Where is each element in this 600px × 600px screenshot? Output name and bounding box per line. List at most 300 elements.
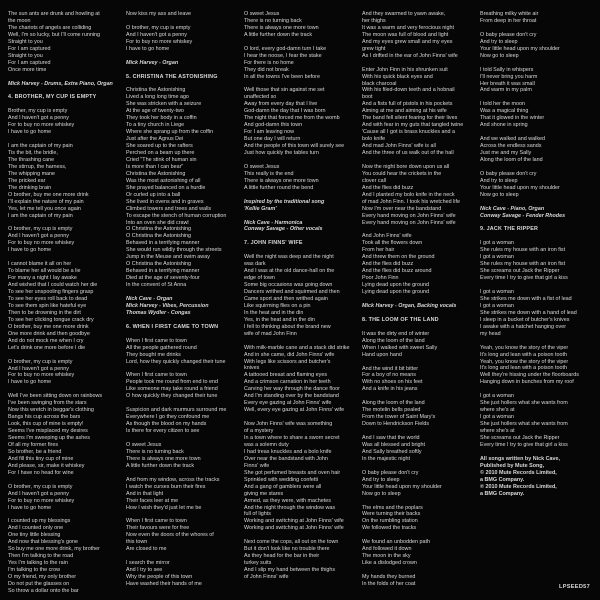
lyric-line: O Christina the Astonishing	[126, 233, 192, 240]
stanza-break	[362, 157, 476, 164]
lyric-line: Died at the age of seventy-four	[126, 275, 200, 282]
lyric-line: And a crimson carnation in her teeth	[244, 379, 331, 386]
lyric-line: She strikes me down with a fist of lead	[480, 295, 572, 302]
stanza-break	[244, 233, 358, 240]
lyric-line: Along the loom of the land	[362, 337, 425, 344]
lyric-line: There is always one more town	[244, 177, 319, 184]
lyric-line: You could hear the crickets in the	[362, 170, 442, 177]
lyric-line: Carving her way through the dance floor	[244, 386, 340, 393]
stanza-break	[362, 359, 476, 366]
lyric-line: Now this wretch in beggar's clothing	[8, 407, 94, 414]
lyric-line: For there is no home	[244, 59, 294, 66]
lyric-line: Suspicion and dark murmurs surround me	[126, 407, 227, 414]
lyric-line: And I saw that the world	[362, 435, 420, 441]
lyric-line: The motelin bells pealed	[362, 407, 421, 414]
stanza-break	[244, 39, 358, 46]
lyric-line: Climbed towers and trees and walls	[126, 205, 212, 212]
musician-credit: Nick Cave - Piano, Organ	[480, 205, 545, 212]
lyric-line: To see her clicking tongue crack dry	[8, 316, 94, 323]
lyric-line: I got a woman	[480, 393, 514, 400]
lyric-line: And a gang of gamblers were all	[244, 483, 322, 490]
lyric-line: So throw a dollar onto the bar	[8, 587, 79, 594]
lyric-line: As I drifted in the ear of John Finns' wife	[362, 52, 458, 59]
lyric-line: O sweet Jesus	[244, 163, 280, 170]
lyric-line: A little further down the track	[244, 31, 313, 38]
lyric-line: With his filed-down teeth and a hobnail	[362, 87, 455, 94]
lyric-line: For I have no head for wine	[8, 469, 74, 476]
stanza-break	[244, 157, 358, 164]
stanza-break	[126, 317, 240, 324]
lyric-line: Into an oven she did crawl	[126, 219, 189, 226]
lyric-line: She screams out Jack the Ripper	[480, 434, 560, 441]
lyric-line: There is always one more town	[126, 455, 201, 462]
lyric-line: Every hand moving on John Finns' wife	[362, 212, 456, 219]
lyric-line: In the majestic night	[362, 455, 410, 462]
lyric-line: I watch the curses burn their fires	[126, 483, 206, 490]
stanza-break	[362, 567, 476, 574]
lyric-line: And I counted only one	[8, 525, 64, 532]
stanza-break	[126, 511, 240, 518]
lyric-line: On the rumbling station	[362, 518, 418, 525]
lyric-line: She strikes me down with a hand of lead	[480, 309, 577, 316]
lyric-line: Where she sprang up from the coffin	[126, 129, 214, 136]
lyric-line: I got a woman	[480, 414, 514, 421]
lyric-line: And god-damn this town	[244, 122, 303, 129]
lyric-line: Yeah, you know the story of the viper	[480, 358, 569, 365]
lyric-line: Was all blessed and bright	[362, 441, 426, 448]
lyric-line: At the age of twenty-two	[126, 108, 184, 115]
lyric-line: Their faces leer at me	[126, 497, 179, 504]
lyric-line: She was stricken with a seizure	[126, 101, 202, 108]
lyric-line: Perched on a beam up there	[126, 150, 195, 156]
lyric-line: Like a dislodged crown	[362, 560, 417, 567]
lyric-line: From her hair	[362, 247, 395, 254]
lyric-line: Straight to you	[8, 38, 43, 45]
lyric-line: Then I'm talking to the road	[8, 553, 74, 560]
lyric-line: To escape the stench of human corruption	[126, 212, 227, 219]
lyric-line: I am the captain of my pain	[8, 212, 73, 219]
lyric-line: O how quickly they changed their tune	[126, 393, 218, 400]
lyric-line: All the people gathered round	[126, 344, 197, 351]
lyric-line: For to buy no more whiskey	[8, 497, 75, 504]
lyric-line: bolo knife	[362, 136, 386, 143]
lyric-line: With his quick black eyes and	[362, 73, 433, 80]
lyric-line: Straight to you	[8, 52, 43, 59]
lyric-line: How I wish they'd just let me be	[126, 504, 202, 511]
lyric-line: For many a night I lay awake	[8, 275, 77, 282]
lyric-line: And in that light	[126, 490, 164, 497]
stanza-break	[362, 463, 476, 470]
lyric-line: We found an unbodden path	[362, 539, 430, 546]
lyric-line: The pricked ear	[8, 177, 46, 184]
stanza-break	[126, 289, 240, 296]
lyric-line: Is more than I can bear"	[126, 163, 184, 170]
lyric-line: As they head for the bar in their	[244, 553, 320, 560]
stanza-break	[244, 338, 358, 345]
lyric-line: And threw them on the ground	[362, 254, 435, 261]
lyric-line: O baby please don't cry	[480, 31, 537, 38]
lyric-line: Just after the Agnus Dei	[126, 136, 184, 143]
lyric-line: The stirrup, the harness,	[8, 163, 67, 170]
stanza-break	[126, 366, 240, 373]
lyric-line: That it glowed in the winter	[480, 115, 545, 122]
lyric-line: Is there for every citizen to see	[126, 428, 200, 435]
copyright-line: a BMG Company.	[480, 476, 525, 483]
lyric-line: As though the blood on my hands	[126, 421, 207, 428]
lyric-line: Came sport and then writhed again	[244, 295, 328, 302]
lyric-line: Just how quickly the tables turn	[244, 150, 319, 157]
lyric-line: I have to go home	[8, 129, 52, 136]
lyric-line: And the night through the window was	[244, 504, 336, 511]
lyric-line: And I haven't got a penny	[126, 31, 187, 38]
stanza-break	[480, 94, 594, 101]
lyric-line: To see them spin like hateful eye	[8, 302, 87, 309]
lyric-line: And warm in my palm	[480, 87, 532, 94]
lyric-line: For to buy no more whiskey	[8, 122, 75, 129]
copyright-line: ℗ 2010 Mute Records Limited,	[480, 483, 557, 490]
lyric-line: O Christina the Astonishing	[126, 226, 192, 233]
lyric-line: The sun ants are drunk and howling at	[8, 11, 100, 17]
lyric-line: The drinking brain	[8, 184, 52, 191]
stanza-break	[480, 282, 594, 289]
musician-credit: Nick Cave - Harmonica	[244, 219, 303, 226]
lyric-line: Every hand moving on John Finns' wife	[362, 219, 456, 226]
lyric-line: My hands they burned	[362, 574, 416, 580]
lyric-line: The elms and the poplars	[362, 504, 423, 511]
lyric-line: clover call	[362, 177, 386, 184]
lyric-line: Well, every eye gazing at John Finns' wife	[244, 407, 345, 414]
lyric-line: One tiny little blessing	[8, 532, 61, 539]
stanza-break	[362, 324, 476, 331]
stanza-break	[8, 511, 122, 518]
lyric-line: With milk-marble cane and a stack did strike	[244, 344, 350, 351]
lyric-line: With legs like scissors and butcher's	[244, 358, 331, 365]
lyric-line: Your little head upon my shoulder	[480, 184, 560, 191]
lyric-line: I cannot blame it all on her	[8, 261, 72, 268]
copyright-line: All songs written by Nick Cave,	[480, 455, 560, 462]
lyric-line: I told Sally in whispers	[480, 66, 534, 73]
lyric-line: Were turning their backs	[362, 511, 421, 518]
lyric-line: O brother, buy me one more drink	[8, 323, 89, 330]
lyric-line: For to buy no more whiskey	[8, 240, 75, 247]
lyric-line: And John Finns' wife	[362, 233, 412, 240]
lyric-line: She prayed balanced on a hurdle	[126, 184, 206, 191]
stanza-break	[480, 199, 594, 206]
lyric-line: I am the captain of my pain	[8, 143, 73, 150]
lyrics-column-5	[480, 11, 594, 600]
song-title: 7. JOHN FINNS' WIFE	[244, 240, 303, 247]
lyric-line: And I haven't got a penny	[8, 115, 69, 122]
lyric-line: The moon in the sky	[362, 553, 411, 560]
stanza-break	[126, 67, 240, 74]
lyric-line: To see her unspooling fingers grasp	[8, 289, 94, 296]
lyric-line: The whipping mane	[8, 170, 56, 177]
lyric-line: There is no turning back	[126, 448, 184, 455]
lyrics-column-3	[244, 11, 358, 600]
stanza-break	[126, 53, 240, 60]
lyric-line: And shone in spring	[480, 122, 528, 129]
lyric-line: She screams out Jack the Ripper	[480, 268, 560, 275]
lyric-line: I search the mirror	[126, 560, 170, 567]
lyric-line: Lying dead upon the ground	[362, 282, 429, 289]
lyric-line: When I walked with sweet Sally	[362, 344, 438, 351]
lyric-line: The band fell silent fearing for their lives	[362, 115, 458, 122]
lyric-line: There is no turning back	[244, 17, 302, 24]
lyric-line: Lord, how they quickly changed their tune	[126, 358, 226, 365]
lyric-line: And the people of this town will surely see	[244, 143, 345, 150]
lyric-line: Jump in the Meuse and swim away	[126, 254, 210, 261]
stanza-break	[480, 129, 594, 136]
lyric-line: O baby please don't cry	[480, 170, 537, 177]
musician-credit: Inspired by the traditional song	[244, 198, 325, 205]
lyric-line: She just hollers what she wants from	[480, 400, 568, 407]
lyric-line: Bangs his cup across the bars	[8, 414, 81, 421]
lyric-line: Aiming at me and aiming at his wife	[362, 108, 447, 115]
lyric-line: Your little head upon my shoulder	[480, 45, 560, 52]
lyric-line: It was the dirty end of winter	[362, 330, 430, 337]
lyric-line: And mad John Finns' wife is all	[362, 143, 436, 150]
lyric-line: She soared up to the rafters	[126, 143, 193, 150]
lyric-line: And a fists full of pistols in his pockets	[362, 101, 453, 108]
lyric-line: She would run wildly through the streets	[126, 247, 222, 254]
lyric-line: And I haven't got a penny	[8, 365, 69, 372]
lyric-line: From the tower of Saint Mary's	[362, 414, 436, 421]
lyric-line: Lying dead upon the ground	[362, 289, 429, 296]
lyric-line: I sleep in a bucket of butcher's knives	[480, 316, 570, 323]
lyric-line: I told her the moon	[480, 101, 525, 108]
copyright-line: © 2010 Mute Records Limited,	[480, 469, 557, 476]
stanza-break	[362, 296, 476, 303]
musician-credit: Mick Harvey - Drums, Extra Piano, Organ	[8, 80, 113, 87]
stanza-break	[244, 213, 358, 220]
lyric-line: Over near the bandstand with John	[244, 455, 328, 462]
lyric-line: But one day I will return	[244, 136, 301, 143]
lyric-line: One more drink and then goodbye	[8, 330, 90, 337]
lyric-line: Now the night bore down upon us all	[362, 163, 450, 170]
lyric-line: Now John Finns' wife was something	[244, 421, 333, 428]
lyric-line: where she's at	[480, 428, 515, 435]
lyric-line: And they swarmed to yawn awake,	[362, 11, 446, 17]
lyric-line: I'm talking to the crow	[8, 567, 60, 574]
stanza-break	[362, 310, 476, 317]
lyric-line: She rules my house with an iron fist	[480, 247, 566, 254]
song-title: 4. BROTHER, MY CUP IS EMPTY	[8, 94, 97, 101]
stanza-break	[126, 470, 240, 477]
lyric-line: Down to Hendrickson Fields	[362, 421, 430, 428]
lyric-line: We followed the tracks	[362, 525, 417, 532]
song-title: 9. JACK THE RIPPER	[480, 226, 539, 233]
lyric-line: For a boy of no means	[362, 372, 416, 379]
lyric-line: This really is the end	[244, 170, 294, 177]
lyric-line: Brother, my cup is empty	[8, 108, 68, 115]
lyric-line: unaffected so	[244, 94, 277, 101]
lyric-line: Like squirming flies on a pin	[244, 302, 311, 309]
lyric-line: The chariots of angels are colliding	[8, 24, 92, 31]
lyric-line: I got a woman	[480, 254, 514, 261]
musician-credit: Nick Cave - Organ	[126, 296, 173, 302]
lyric-line: In the folds of her coat	[362, 580, 416, 587]
lyric-line: knives	[244, 365, 260, 372]
lyric-line: Dancers writhed and squirmed and then	[244, 289, 340, 296]
lyric-line: Across the endless sands	[480, 143, 542, 150]
lyric-line: full of lights	[244, 511, 271, 518]
stanza-break	[480, 60, 594, 67]
stanza-break	[480, 449, 594, 456]
lyric-line: The thrashing cane	[8, 156, 55, 163]
lyric-line: Lived a long long time ago	[126, 94, 189, 101]
lyric-line: my head	[480, 330, 501, 337]
lyric-line: She lived in ovens and in graves	[126, 198, 204, 205]
lyric-line: It was a warm and very ferocious night	[362, 24, 454, 31]
lyric-line: Your little head upon my shoulder	[362, 483, 442, 490]
lyric-line: Seems I'm sweeping up the ashes	[8, 435, 90, 442]
stanza-break	[8, 87, 122, 94]
lyric-line: And I was at the old dance-hall on the	[244, 268, 335, 275]
stanza-break	[480, 233, 594, 240]
lyric-line: Just me and my Sally	[480, 150, 532, 156]
stanza-break	[8, 220, 122, 227]
lyric-line: Cried "The stink of human sin	[126, 156, 197, 163]
stanza-break	[8, 74, 122, 81]
lyric-line: Sprinkled with wedding confetti	[244, 476, 319, 483]
lyric-line: And please, sir, make it whiskey	[8, 462, 85, 469]
lyric-line: Yes, in the heat and in the din	[244, 316, 315, 323]
lyric-line: O Christina the Astonishing	[126, 261, 192, 268]
lyric-line: And try to sleep	[362, 476, 400, 483]
lyric-line: I hear the noose, I fear the stake	[244, 52, 322, 59]
lyric-line: Some big occasions was going down	[244, 282, 333, 289]
lyric-line: For to buy no more whiskey	[126, 38, 193, 45]
lyric-line: Well they're hissing under the floorboards	[480, 372, 579, 379]
lyric-line: Along the loom of the land	[480, 156, 543, 163]
lyric-line: Behaved in a terrifying manner	[126, 240, 200, 247]
lyric-line: And the three of us walk out of the hall	[362, 150, 454, 157]
lyric-line: I counted up my blessings	[8, 518, 71, 525]
lyric-line: And Sally breathed softly	[362, 448, 422, 455]
lyric-line: And in she came, did John Finns' wife	[244, 351, 335, 358]
stanza-break	[8, 386, 122, 393]
stanza-break	[126, 435, 240, 442]
lyric-line: turkey suits	[244, 560, 272, 567]
lyric-line: But it don't look like no trouble there	[244, 546, 330, 553]
lyric-line: And I try to see	[126, 567, 163, 574]
lyric-line: When I first came to town	[126, 372, 187, 379]
lyric-line: God-damn the day that I was born	[244, 108, 326, 115]
lyric-line: For I am leaving now	[244, 129, 295, 136]
stanza-break	[480, 386, 594, 393]
lyric-line: The moon was full of blood and light	[362, 31, 449, 38]
lyric-line: Working and switching at John Finns' wife	[244, 525, 344, 532]
lyric-line: I had treas knuckles and a bolo knife	[244, 448, 332, 455]
stanza-break	[126, 18, 240, 25]
lyric-line: They bought me drinks	[126, 351, 181, 358]
lyric-line: Like someone may take round a friend	[126, 386, 218, 393]
lyric-line: Now go to sleep	[362, 490, 401, 497]
lyric-line: To blame her all would be a lie	[8, 268, 81, 275]
lyric-line: Hand upon hand	[362, 351, 402, 358]
catalog-number: LPSEED57	[558, 584, 590, 590]
lyric-line: Yes I'm talking to the rain	[8, 560, 68, 567]
lyric-line: To see her eyes roll back to dead	[8, 295, 88, 302]
lyric-line: Armed, as they were, with machetes	[244, 497, 331, 504]
lyric-line: Poor John Finn	[362, 275, 399, 282]
lyric-line: And I haven't got a penny	[8, 233, 69, 240]
stanza-break	[244, 247, 358, 254]
lyric-line: where she's at	[480, 407, 515, 414]
lyric-line: O sweet Jesus	[244, 11, 280, 17]
lyric-line: And from my window, across the tracks	[126, 476, 220, 483]
lyric-line: Every eye gazing at John Finns' wife	[244, 400, 332, 407]
lyric-line: And the flies did buzz around	[362, 268, 432, 275]
lyric-line: Hanging down in bunches from my roof	[480, 379, 574, 386]
lyric-line: Next come the cops, all out on the town	[244, 539, 339, 546]
lyric-line: It's long and lean with a poison tooth	[480, 351, 568, 358]
lyric-line: And we walked and walked	[480, 136, 546, 143]
lyric-line: Look, this cup of mine is empty!	[8, 421, 84, 428]
lyric-line: of a mystery	[244, 428, 274, 435]
lyric-line: I got a woman	[480, 240, 514, 247]
lyric-line: edge of town	[244, 275, 275, 282]
lyric-line: A little further down the track	[126, 462, 195, 469]
lyric-line: Behaved in a terrifying manner	[126, 268, 200, 275]
lyric-line: So buy me one more drink, my brother	[8, 546, 100, 553]
lyric-line: Their favours were for free	[126, 525, 190, 532]
lyric-line: And I'm standing over by the bandstand	[244, 393, 339, 400]
lyric-line: O brother, my cup is empty	[8, 483, 73, 490]
lyric-line: I fell to thinking about the brand new	[244, 323, 331, 330]
stanza-break	[362, 227, 476, 234]
lyric-line: of mad John Finn. I took his wretched life	[362, 198, 460, 205]
lyric-line: And my eyes grew small and my eyes	[362, 38, 453, 45]
musician-credit: Mick Harvey - Vibes, Percussion	[126, 302, 209, 309]
lyric-line: In the convent of St Anna	[126, 282, 187, 289]
stanza-break	[480, 220, 594, 227]
lyric-line: grew tight	[362, 45, 386, 52]
lyric-line: Enter John Finn in his shrunken suit	[362, 66, 448, 73]
lyric-line: was a solemn duty	[244, 441, 289, 448]
lyric-line: She rules my house with an iron fist	[480, 261, 566, 268]
stanza-break	[126, 553, 240, 560]
lyric-line: And try to sleep	[480, 177, 518, 184]
lyric-line: I awake with a hatchet hanging over	[480, 323, 567, 330]
musician-credit: Conway Savage - Other vocals	[244, 226, 323, 233]
lyrics-column-1	[8, 11, 122, 600]
lyric-line: I have to go home	[126, 45, 170, 52]
stanza-break	[126, 331, 240, 338]
musician-credit: 'Kellie Gram'	[244, 205, 277, 212]
lyric-line: Now go to sleep	[480, 52, 519, 59]
stanza-break	[244, 532, 358, 539]
lyric-line: The night that forced me from the womb	[244, 115, 340, 122]
lyric-line: Do not put the glasses on	[8, 581, 70, 587]
lyric-line: And now that blessing's gone	[8, 539, 78, 546]
lyric-line: A tattooed breast and flaming eyes	[244, 372, 328, 379]
lyric-line: Yeah, you know the story of the viper	[480, 344, 569, 351]
lyric-line: giving me stares	[244, 490, 284, 497]
copyright-line: Published by Mute Song,	[480, 462, 545, 469]
lyric-line: Tis the bit, the bridle,	[8, 150, 58, 156]
lyric-line: Took all the flowers down	[362, 240, 423, 247]
lyric-line: And I haven't got a penny	[8, 490, 69, 497]
lyric-line: Have washed their hands of me	[126, 580, 202, 587]
lyric-line: Was the most astonishing of all	[126, 177, 201, 184]
lyric-line: A little further round the bend	[244, 184, 314, 191]
lyric-line: In the heat and in the din	[244, 309, 304, 316]
lyric-line: of John Finns' wife	[244, 574, 289, 581]
stanza-break	[126, 80, 240, 87]
lyrics-column-4	[362, 11, 476, 600]
lyrics-column-2	[126, 11, 240, 600]
